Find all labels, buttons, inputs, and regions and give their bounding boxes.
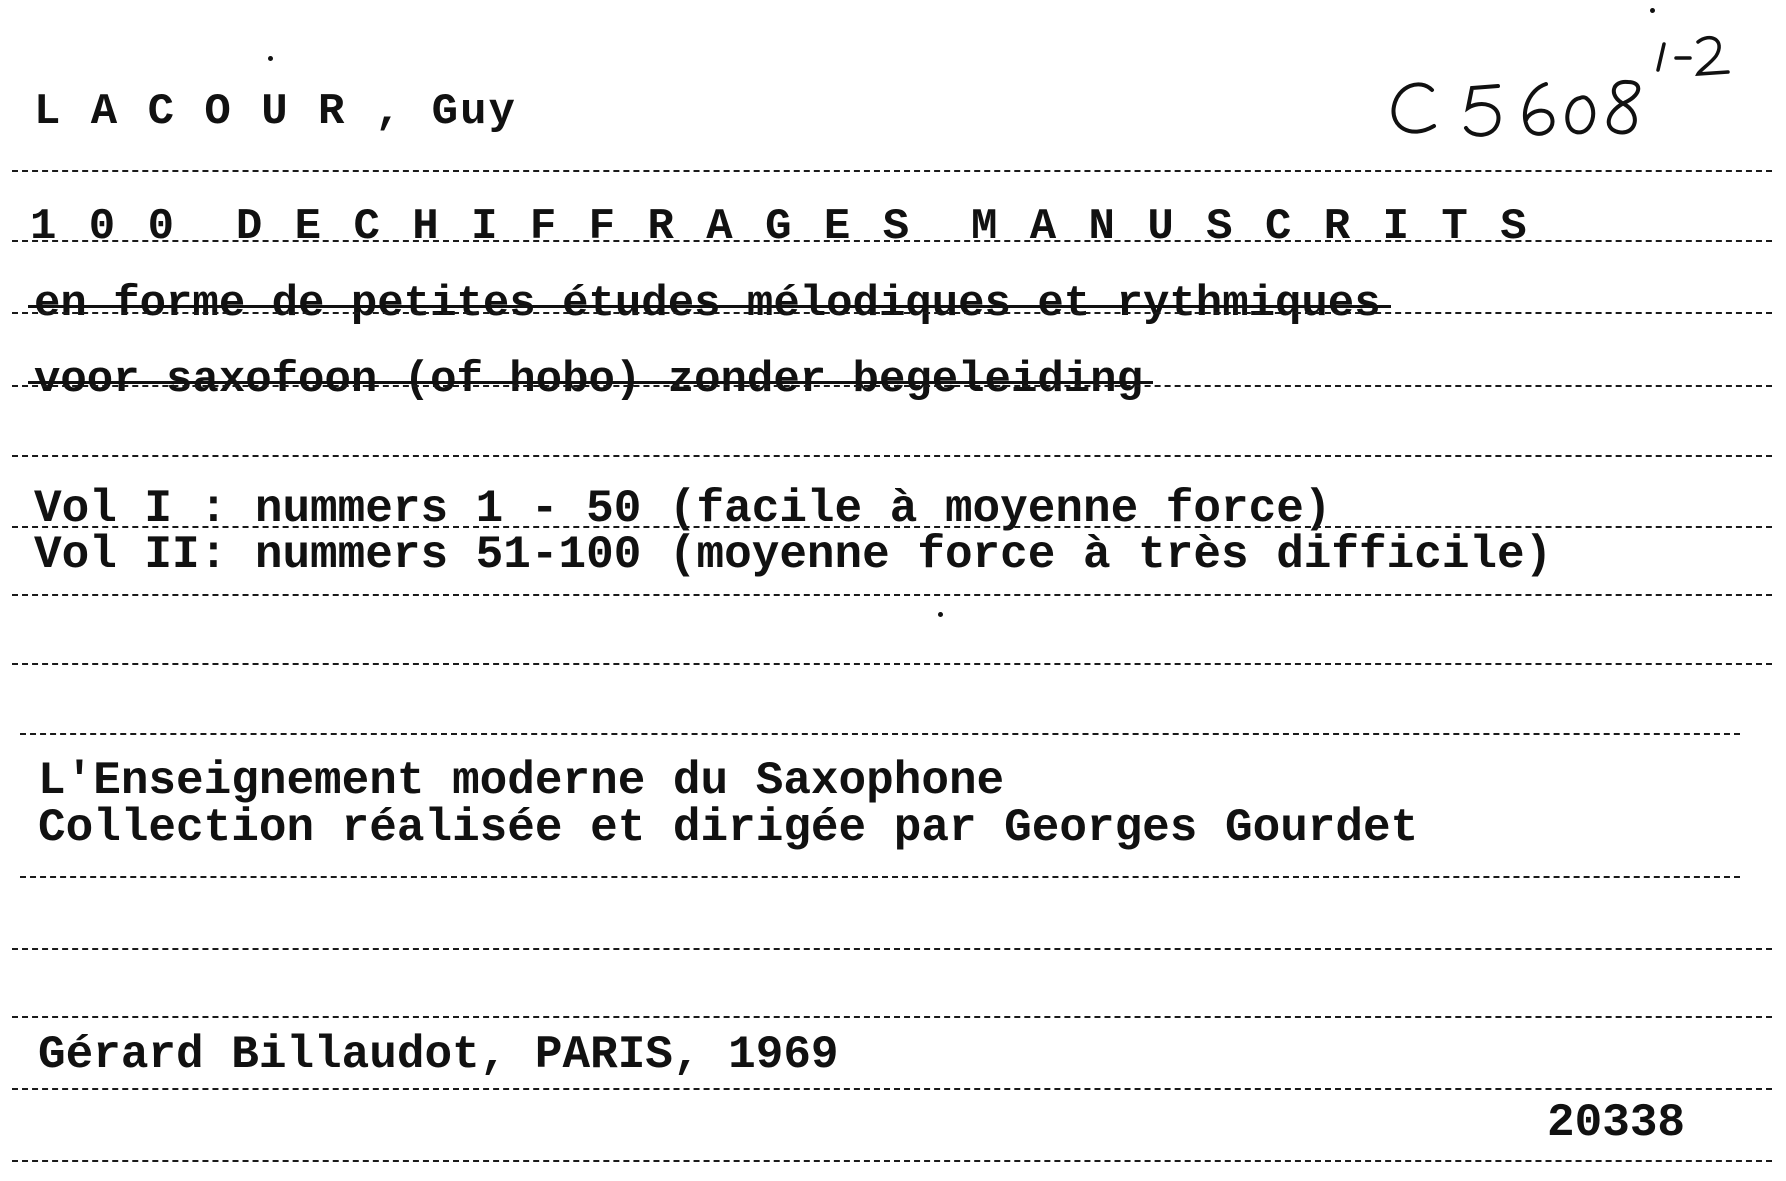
divider (20, 733, 1740, 735)
subtitle-line-2: voor saxofoon (of hobo) zonder begeleiding (34, 355, 1143, 405)
speck (268, 56, 273, 61)
series-line-1: L'Enseignement moderne du Saxophone (38, 755, 1005, 807)
divider (12, 240, 1772, 242)
divider (12, 526, 1772, 528)
divider (12, 455, 1772, 457)
speck (1650, 8, 1655, 13)
divider (12, 1160, 1772, 1162)
subtitle-line-1: en forme de petites études mélodiques et rythmiques (34, 279, 1381, 329)
title: 1 0 0 D E C H I F F R A G E S M A N U S C R I T S (30, 202, 1530, 252)
record-number: 20338 (1547, 1097, 1686, 1149)
divider (12, 1016, 1772, 1018)
publisher-line: Gérard Billaudot, PARIS, 1969 (38, 1029, 839, 1081)
divider (12, 1088, 1772, 1090)
divider (12, 594, 1772, 596)
divider (12, 948, 1772, 950)
divider (12, 385, 1772, 387)
divider (12, 312, 1772, 314)
speck (938, 612, 943, 617)
divider (20, 876, 1740, 878)
handwritten-call-number (1380, 28, 1760, 148)
divider (12, 170, 1772, 172)
volume-2: Vol II: nummers 51-100 (moyenne force à très difficile) (34, 529, 1553, 581)
divider (12, 663, 1772, 665)
volume-1: Vol I : nummers 1 - 50 (facile à moyenne force) (34, 483, 1332, 535)
author-name: L A C O U R , Guy (34, 87, 517, 137)
series-line-2: Collection réalisée et dirigée par Georges Gourdet (38, 802, 1419, 854)
